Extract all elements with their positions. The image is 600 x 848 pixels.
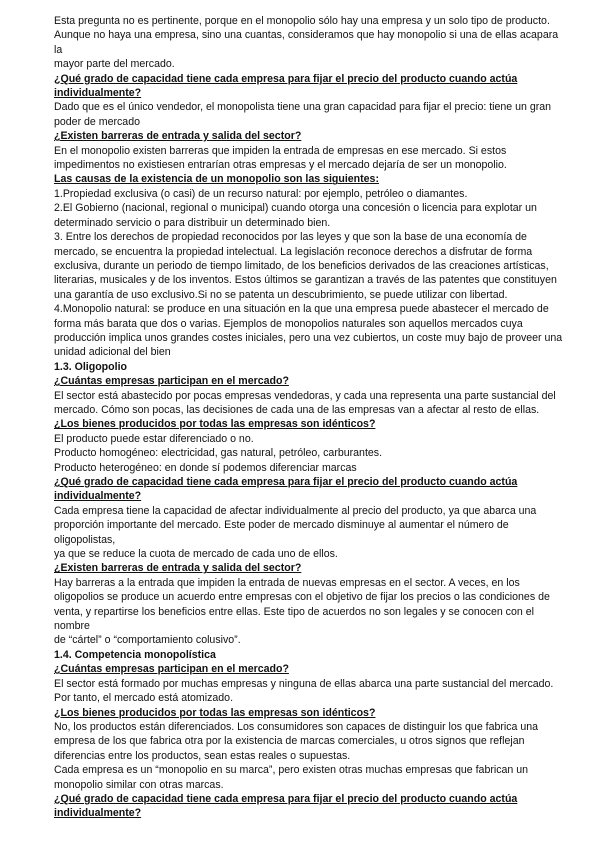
paragraph-price-capacity-monopoly: Dado que es el único vendedor, el monopolista tiene una gran capacidad para fijar el precio: tiene un gran poder de mercado: [54, 101, 552, 128]
heading-identical-goods-monopolistic: ¿Los bienes producidos por todas las empresas son idénticos?: [54, 706, 376, 719]
paragraph-identical-goods-monopolistic: No, los productos están diferenciados. Los consumidores son capaces de distinguir los que fabrica una empresa de los que fabrica otra por la existencia de marcas comerciales, u otros signos que reflejan diferencias entre los productos, sean estas reales o supuestas. Cada empresa es un “monopolio en su marca”, pero existen otras muchas empresas que fabrican un monopolio similar con otras marcas.: [54, 720, 539, 791]
section-title-monopolistic-competition: 1.4. Competencia monopolística: [54, 648, 216, 661]
heading-monopoly-causes: Las causas de la existencia de un monopolio son las siguientes:: [54, 173, 379, 186]
paragraph-barriers-oligopoly: Hay barreras a la entrada que impiden la entrada de nuevas empresas en el sector. A veces, en los oligopolios se produce un acuerdo entre empresas con el objetivo de fijar los precios o las condiciones de venta, y repartirse los beneficios entre ellas. Este tipo de acuerdos no son legales y se conocen con el nombre de “cártel” o “comportamiento colusivo”.: [54, 576, 550, 647]
heading-price-capacity-monopolistic: ¿Qué grado de capacidad tiene cada empresa para fijar el precio del producto cuando actúa individualmente?: [54, 792, 518, 820]
paragraph-price-capacity-oligopoly: Cada empresa tiene la capacidad de afectar individualmente al precio del producto, ya que abarca una proporción importante del mercado. Este poder de mercado disminuye al aumentar el número de oligopolistas, ya que se reduce la cuota de mercado de cada uno de ellos.: [54, 504, 537, 561]
paragraph-monopoly-intro: Esta pregunta no es pertinente, porque en el monopolio sólo hay una empresa y un solo tipo de producto. Aunque no haya una empresa, sino una cuantas, consideramos que hay monopolio si una de ellas acapara la mayor parte del mercado.: [54, 15, 559, 71]
heading-price-capacity-oligopoly: ¿Qué grado de capacidad tiene cada empresa para fijar el precio del producto cuando actúa individualmente?: [54, 476, 518, 503]
paragraph-how-many-firms-oligopoly: El sector está abastecido por pocas empresas vendedoras, y cada una representa una parte sustancial del mercado. Cómo son pocas, las decisiones de cada una de las empresas van a afectar al resto de ellas.: [54, 389, 556, 416]
heading-price-capacity-monopoly: ¿Qué grado de capacidad tiene cada empresa para fijar el precio del producto cuando actúa individualmente?: [54, 72, 518, 100]
list-item-cause-1: 1.Propiedad exclusiva (o casi) de un recurso natural: por ejemplo, petróleo o diamantes.: [54, 187, 468, 200]
list-item-cause-2: 2.El Gobierno (nacional, regional o municipal) cuando otorga una concesión o licencia para explotar un determinado servicio o para distribuir un determinado bien.: [54, 202, 537, 229]
heading-barriers-monopoly: ¿Existen barreras de entrada y salida del sector?: [54, 130, 302, 143]
list-item-cause-3: 3. Entre los derechos de propiedad reconocidos por las leyes y que son la base de una economía de mercado, se encuentra la propiedad intelectual. La legislación reconoce derechos a disfrutar de forma exclusiva, durante un periodo de tiempo limitado, de los beneficios derivados de las creaciones artísticas, literarias, musicales y de los inventos. Estos últimos se garantizan a través de las patentes que constituyen una garantía de uso exclusivo.Si no se patenta un descubrimiento, se puede utilizar con libertad.: [54, 231, 557, 301]
heading-how-many-firms-monopolistic: ¿Cuántas empresas participan en el mercado?: [54, 663, 289, 676]
paragraph-barriers-monopoly: En el monopolio existen barreras que impiden la entrada de empresas en ese mercado. Si estos impedimentos no existiesen entrarían otras empresas y el mercado dejaría de ser un monopolio.: [54, 144, 507, 172]
list-item-cause-4: 4.Monopolio natural: se produce en una situación en la que una empresa puede abastecer el mercado de forma más barata que dos o varias. Ejemplos de monopolios naturales son aquellos mercados cuya producción implica unos grandes costes iniciales, pero una vez cubiertos, un coste muy bajo de proveer una unidad adicional del bien: [54, 303, 563, 359]
section-title-oligopoly: 1.3. Oligopolio: [54, 360, 127, 373]
heading-identical-goods-oligopoly: ¿Los bienes producidos por todas las empresas son idénticos?: [54, 418, 376, 431]
paragraph-how-many-firms-monopolistic: El sector está formado por muchas empresas y ninguna de ellas abarca una parte sustancial del mercado. Por tanto, el mercado está atomizado.: [54, 677, 554, 705]
paragraph-identical-goods-oligopoly: El producto puede estar diferenciado o no. Producto homogéneo: electricidad, gas natural, petróleo, carburantes. Producto heterogéneo: en donde sí podemos diferenciar marcas: [54, 432, 383, 474]
heading-barriers-oligopoly: ¿Existen barreras de entrada y salida del sector?: [54, 562, 302, 575]
heading-how-many-firms-oligopoly: ¿Cuántas empresas participan en el mercado?: [54, 375, 289, 388]
